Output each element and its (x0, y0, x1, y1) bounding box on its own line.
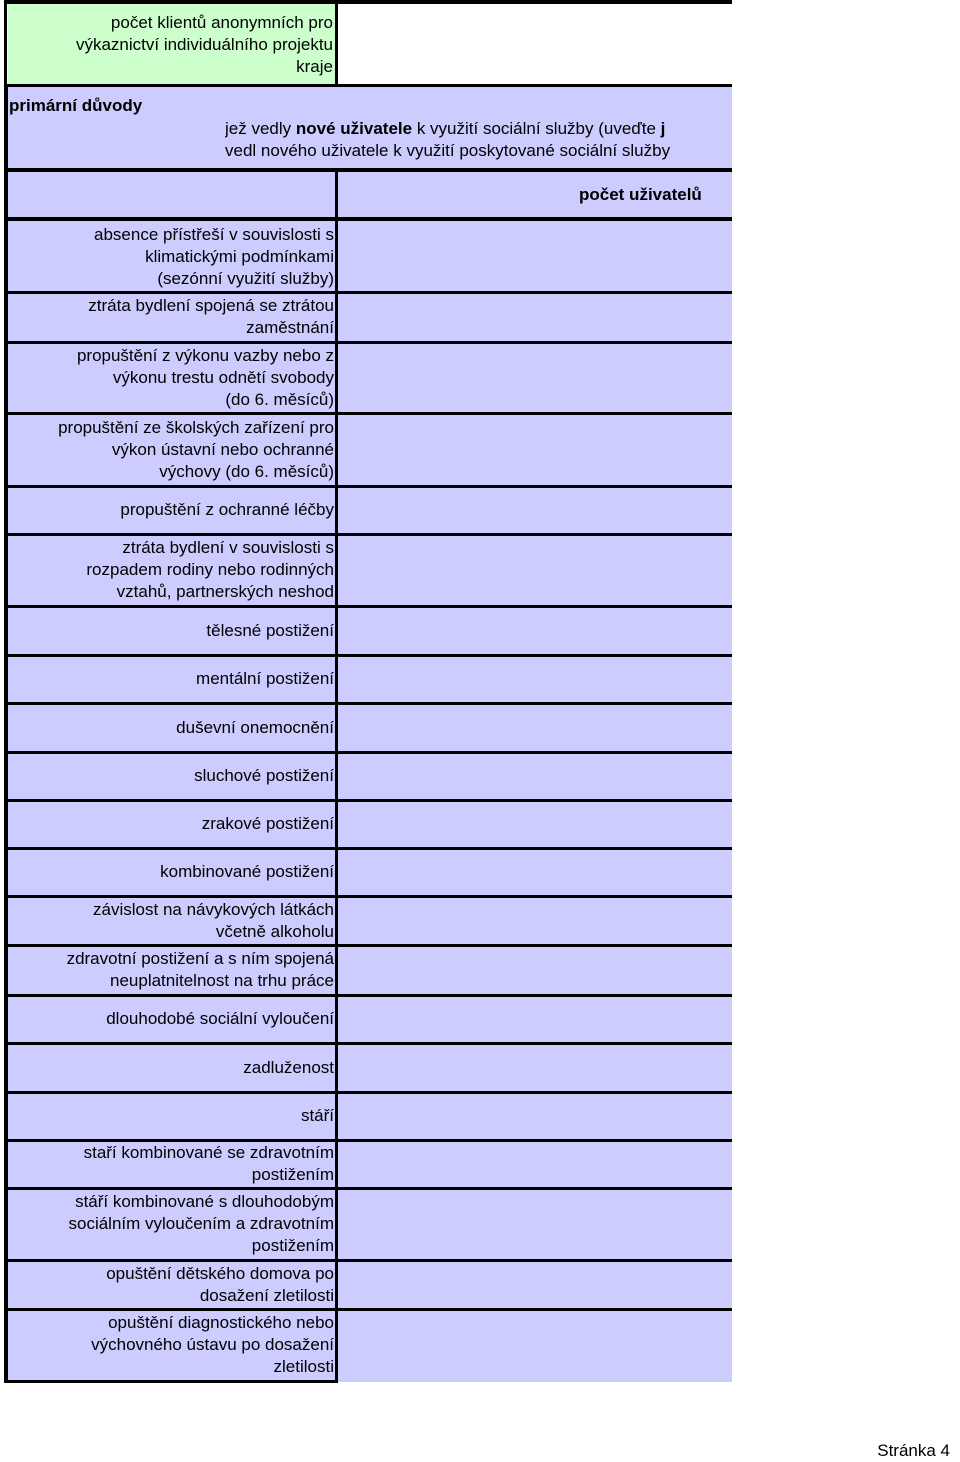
divider-top (335, 0, 338, 86)
reason-label (8, 342, 335, 413)
user-count-cell[interactable] (338, 606, 732, 655)
primary-reasons-description (225, 118, 732, 162)
user-count-cell[interactable] (338, 800, 732, 848)
user-count-cell[interactable] (338, 534, 732, 606)
desc-part-a: jež vedly (225, 119, 296, 138)
row-separator (4, 654, 732, 657)
reason-label-line: ztráta bydlení v souvislosti s (122, 538, 334, 557)
reason-label-line: duševní onemocnění (176, 717, 334, 737)
row-separator (4, 1187, 732, 1190)
reason-label (8, 486, 335, 534)
desc-part-b: nové uživatele (295, 119, 413, 138)
row-separator (4, 412, 732, 415)
user-count-cell[interactable] (338, 221, 732, 292)
reason-label (8, 1140, 335, 1188)
row-separator (4, 1139, 732, 1142)
reason-label-line: (sezónní využití služby) (157, 268, 334, 288)
reason-label-line: staří kombinované se zdravotním (83, 1143, 334, 1162)
row-separator (4, 485, 732, 488)
desc-part-c: k využití sociální služby (uveďte (412, 119, 661, 138)
reason-label-line: výchovy (do 6. měsíců) (159, 461, 334, 481)
header-line-1: počet klientů anonymních pro (110, 13, 333, 32)
reason-label-line: včetně alkoholu (215, 921, 334, 941)
primary-reasons-title: primární důvody (9, 96, 143, 115)
reason-label-line: absence přístřeší v souvislosti s (94, 224, 334, 244)
reason-label-line: propuštění z výkonu vazby nebo z (76, 345, 334, 365)
reason-label-line: dosažení zletilosti (199, 1285, 334, 1305)
desc-line-2: vedl nového uživatele k využití poskytované sociální služby (225, 141, 671, 160)
top-left-border (4, 0, 7, 86)
user-count-cell[interactable] (338, 1043, 732, 1092)
user-count-cell[interactable] (338, 655, 732, 703)
reason-label-line: zdravotní postižení a s ním spojená (66, 949, 334, 968)
row-separator (4, 1308, 732, 1311)
reason-label-line: (do 6. měsíců) (225, 389, 334, 409)
user-count-cell[interactable] (338, 486, 732, 534)
reason-label-line: klimatickými podmínkami (145, 246, 334, 266)
header-line-2: výkaznictví individuálního projektu (75, 35, 333, 54)
reason-label (8, 752, 335, 800)
row-separator (4, 341, 732, 344)
top-border (4, 0, 732, 4)
reason-label (8, 1043, 335, 1092)
row-separator (4, 994, 732, 997)
reason-label (8, 534, 335, 606)
reason-label (8, 703, 335, 752)
reason-label (8, 292, 335, 342)
reason-label-line: propuštění z ochranné léčby (120, 500, 334, 519)
user-count-cell[interactable] (338, 342, 732, 413)
row-separator (4, 1259, 732, 1262)
reason-label-line: dlouhodobé sociální vyloučení (106, 1009, 334, 1028)
divider-main (335, 172, 338, 1382)
row-separator (4, 533, 732, 536)
user-count-cell[interactable] (338, 703, 732, 752)
reason-label-line: sluchové postižení (194, 766, 334, 785)
row-separator (4, 847, 732, 850)
row-separator (4, 751, 732, 754)
user-count-cell[interactable] (338, 1188, 732, 1260)
reason-label-line: opuštění dětského domova po (106, 1263, 334, 1283)
user-count-cell[interactable] (338, 413, 732, 486)
table-bottom-border (4, 1380, 338, 1383)
left-border (4, 84, 8, 1382)
row-separator (4, 702, 732, 705)
reason-label-line: zrakové postižení (201, 814, 334, 833)
reason-label-line: výkon ústavní nebo ochranné (111, 439, 334, 459)
user-count-cell[interactable] (338, 945, 732, 995)
reason-label-line: závislost na návykových látkách (93, 899, 334, 919)
reason-label-line: zaměstnání (246, 318, 334, 337)
reason-label-line: sociálním vyloučením a zdravotním (68, 1214, 334, 1233)
reason-label-line: ztráta bydlení spojená se ztrátou (88, 296, 334, 315)
reason-label-line: vztahů, partnerských neshod (116, 582, 334, 601)
reason-label-line: postižením (251, 1236, 334, 1255)
reason-label-line: neuplatnitelnost na trhu práce (110, 971, 334, 990)
reason-label-line: rozpadem rodiny nebo rodinných (86, 560, 334, 579)
reason-label (8, 1092, 335, 1140)
user-count-cell[interactable] (338, 995, 732, 1043)
reason-label (8, 848, 335, 896)
row-separator (4, 799, 732, 802)
row-separator (4, 605, 732, 608)
reason-label-line: zadluženost (243, 1057, 334, 1077)
row-separator (4, 1091, 732, 1094)
row-separator (4, 1042, 732, 1045)
reason-label-line: výkonu trestu odnětí svobody (112, 367, 334, 387)
reason-label (8, 655, 335, 703)
row-separator (4, 291, 732, 294)
reason-label-line: stáří kombinované s dlouhodobým (75, 1192, 334, 1211)
reason-label (8, 221, 335, 292)
reason-label (8, 1309, 335, 1380)
desc-part-d: j (660, 119, 666, 138)
reason-label-line: postižením (251, 1165, 334, 1184)
header-bottom-border (4, 84, 732, 87)
user-count-cell[interactable] (338, 1260, 732, 1309)
user-count-cell[interactable] (338, 1092, 732, 1140)
user-count-cell[interactable] (338, 1309, 732, 1380)
reason-label-line: zletilosti (273, 1356, 334, 1376)
reason-label-line: mentální postižení (196, 669, 334, 688)
column-header-users-count: počet uživatelů (579, 185, 702, 204)
reason-label (8, 995, 335, 1043)
anonymous-clients-value-cell[interactable] (337, 4, 732, 84)
reason-label (8, 606, 335, 655)
reason-label (8, 945, 335, 995)
user-count-cell[interactable] (338, 1140, 732, 1188)
reason-label-line: kombinované postižení (160, 862, 334, 881)
row-separator (4, 944, 732, 947)
user-count-cell[interactable] (338, 292, 732, 342)
reason-label-line: opuštění diagnostického nebo (108, 1312, 334, 1332)
reason-label (8, 896, 335, 945)
row-separator (4, 895, 732, 898)
reason-label-line: stáří (300, 1106, 334, 1125)
user-count-cell[interactable] (338, 848, 732, 896)
page-number: Stránka 4 (877, 1441, 950, 1460)
reason-label-line: výchovného ústavu po dosažení (91, 1334, 334, 1354)
anonymous-clients-header-cell (8, 4, 335, 84)
reason-label (8, 1188, 335, 1260)
reason-label-line: propuštění ze školských zařízení pro (58, 417, 334, 437)
colheader-bottom-border (4, 217, 732, 221)
user-count-cell[interactable] (338, 896, 732, 945)
reason-label (8, 1260, 335, 1309)
user-count-cell[interactable] (338, 752, 732, 800)
header-line-3: kraje (296, 57, 333, 76)
reason-label (8, 413, 335, 486)
band-bottom-border (4, 168, 732, 172)
reason-label-line: tělesné postižení (206, 620, 334, 640)
reason-label (8, 800, 335, 848)
